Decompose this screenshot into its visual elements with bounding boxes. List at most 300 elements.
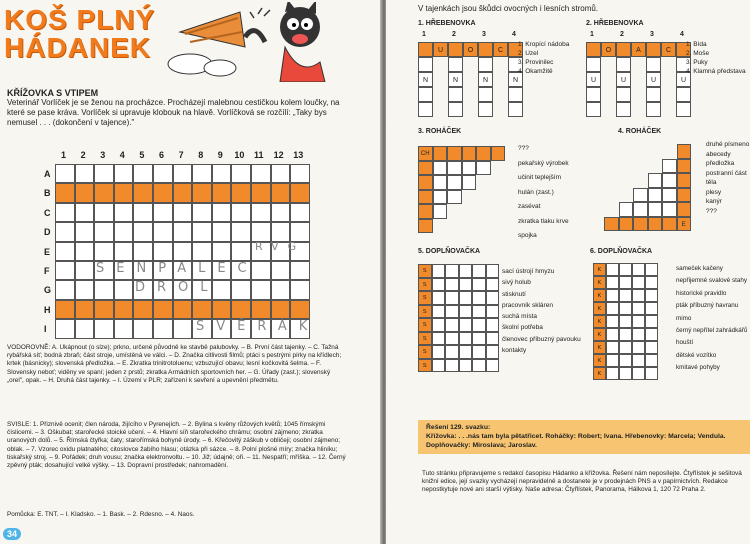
crossword-cell — [75, 164, 95, 183]
roh4-title: 4. ROHÁČEK — [618, 128, 662, 135]
comb-tooth-cell — [448, 87, 463, 102]
handwriting-row-i: SVĚRÁK — [196, 319, 320, 334]
comb-clue: 3. Provinilec — [518, 59, 554, 66]
crossword-cell — [153, 242, 173, 261]
dopl6-cell — [606, 263, 619, 276]
crossword-cell — [114, 319, 134, 338]
crossword-cell — [212, 183, 232, 202]
dopl5-cell: S — [418, 359, 432, 373]
crossword-cell — [133, 222, 153, 241]
comb-clue: 4. Okamžitě — [518, 68, 553, 75]
comb-tooth-cell: U — [676, 72, 691, 87]
crossword-cell — [114, 280, 134, 299]
crossword-cell — [231, 164, 251, 183]
row-letter: B — [44, 188, 51, 199]
crossword-cell — [133, 242, 153, 261]
dopl6-cell — [632, 328, 645, 341]
comb-tooth-cell — [616, 102, 631, 117]
dopl6-clue: nepřijemné svalové stahy — [676, 277, 748, 285]
roh4-cell — [633, 202, 648, 217]
comb-tooth-cell — [508, 87, 523, 102]
dopl5-clue: sivý holub — [502, 279, 531, 287]
roh3-cell — [418, 161, 433, 176]
row-letter: H — [44, 304, 51, 315]
dopl6-cell — [619, 276, 632, 289]
dopl6-cell — [606, 341, 619, 354]
dopl6-cell — [619, 328, 632, 341]
dopl5-clue: suchá místa — [502, 313, 538, 321]
roh4-clue: předložka — [706, 160, 735, 167]
comb-tooth-cell — [586, 57, 601, 72]
title-line1: KOŠ PLNÝ — [4, 4, 156, 35]
comb-tooth-cell — [676, 102, 691, 117]
crossword-cell — [290, 261, 310, 280]
dopl6-cell — [632, 263, 645, 276]
dopl5-cell — [445, 318, 459, 332]
comb-number: 1 — [590, 31, 594, 38]
crossword-cell — [55, 280, 75, 299]
comb-tooth-cell — [646, 57, 661, 72]
crossword-cell — [192, 164, 212, 183]
crossword-cell — [192, 183, 212, 202]
crossword-cell — [251, 164, 271, 183]
comb-tooth-cell — [586, 87, 601, 102]
dopl6-cell: K — [593, 263, 606, 276]
crossword-cell — [173, 242, 193, 261]
roh4-clue: plesy — [706, 188, 722, 196]
dopl6-cell: K — [593, 276, 606, 289]
dopl5-cell — [432, 278, 446, 292]
comb-clue: 2. Moše — [686, 50, 710, 57]
comb-top-cell: A — [631, 42, 646, 57]
roh4-cell — [648, 217, 663, 232]
column-number: 8 — [198, 150, 204, 160]
comb-number: 2 — [452, 31, 456, 38]
comb-number: 3 — [482, 31, 486, 38]
column-number: 10 — [234, 150, 245, 160]
crossword-cell — [192, 242, 212, 261]
dopl5-clue: pracovník skláren — [502, 301, 553, 309]
section-title: KŘÍŽOVKA S VTIPEM — [7, 88, 99, 98]
dopl6-cell — [632, 315, 645, 328]
dopl6-cell: K — [593, 354, 606, 367]
roh3-cell — [433, 146, 448, 161]
roh4-cell — [648, 173, 663, 188]
comb-tooth-cell: U — [646, 72, 661, 87]
roh3-cell — [433, 161, 448, 176]
crossword-cell — [212, 203, 232, 222]
crossword-cell — [290, 222, 310, 241]
roh3-title: 3. ROHÁČEK — [418, 128, 462, 135]
roh4-clue: druhé písmeno abecedy — [706, 141, 750, 158]
dopl6-clue: černý nepřítel zahrádkářů — [676, 327, 748, 335]
dopl5-title: 5. DOPLŇOVAČKA — [418, 248, 481, 255]
crossword-cell — [133, 203, 153, 222]
comb-top-cell — [478, 42, 493, 57]
handwriting-row-e: RVG — [255, 240, 306, 253]
right-page — [386, 0, 750, 544]
crossword-cell — [114, 300, 134, 319]
crossword-cell — [55, 261, 75, 280]
dopl6-cell — [619, 354, 632, 367]
dopl5-cell — [445, 305, 459, 319]
dopl5-cell — [459, 264, 473, 278]
crossword-cell — [55, 203, 75, 222]
crossword-cell — [153, 300, 173, 319]
right-header: V tajenkách jsou škůdci ovocných i lesních stromů. — [418, 4, 599, 13]
dopl6-cell — [645, 263, 658, 276]
solution-box — [418, 420, 750, 454]
dopl5-cell — [445, 359, 459, 373]
crossword-cell — [55, 222, 75, 241]
dopl6-cell — [632, 354, 645, 367]
crossword-cell — [75, 261, 95, 280]
column-number: 5 — [139, 150, 145, 160]
roh4-cell — [619, 217, 634, 232]
dopl5-cell: S — [418, 291, 432, 305]
crossword-cell — [75, 222, 95, 241]
column-number: 11 — [254, 150, 264, 160]
dopl5-cell — [445, 278, 459, 292]
roh3-cell — [433, 204, 448, 219]
crossword-cell — [55, 242, 75, 261]
roh3-clue: spojka — [518, 232, 537, 239]
roh3-clue: učinit teplejším — [518, 174, 561, 181]
dopl5-cell: S — [418, 345, 432, 359]
crossword-cell — [153, 319, 173, 338]
dopl5-cell — [486, 291, 500, 305]
comb-tooth-cell — [418, 57, 433, 72]
comb-tooth-cell — [646, 102, 661, 117]
crossword-cell — [133, 164, 153, 183]
dopl5-cell — [445, 345, 459, 359]
crossword-cell — [153, 164, 173, 183]
dopl6-clue: sameček kačeny — [676, 265, 723, 272]
dopl5-cell — [472, 305, 486, 319]
dopl5-cell — [472, 264, 486, 278]
dopl6-title: 6. DOPLŇOVAČKA — [590, 248, 653, 255]
roh3-cell — [433, 175, 448, 190]
crossword-cell — [75, 319, 95, 338]
row-letter: G — [44, 285, 52, 296]
crossword-cell — [173, 319, 193, 338]
dopl6-cell — [632, 367, 645, 380]
crossword-cell — [231, 280, 251, 299]
dopl6-cell: K — [593, 315, 606, 328]
dopl5-cell — [472, 318, 486, 332]
roh3-cell — [462, 146, 477, 161]
comb-tooth-cell — [448, 57, 463, 72]
dopl6-cell — [606, 328, 619, 341]
crossword-cell — [55, 300, 75, 319]
column-number: 1 — [61, 150, 67, 160]
roh3-cell — [462, 175, 477, 190]
dopl6-cell — [645, 328, 658, 341]
comb-tooth-cell — [478, 102, 493, 117]
dopl6-cell — [606, 354, 619, 367]
roh3-clue: ??? — [518, 145, 529, 152]
roh4-cell — [677, 188, 692, 203]
comb-tooth-cell: N — [508, 72, 523, 87]
crossword-cell — [271, 300, 291, 319]
crossword-cell — [212, 300, 232, 319]
dopl5-cell: S — [418, 332, 432, 346]
row-letter: A — [44, 169, 51, 179]
dopl6-cell — [645, 276, 658, 289]
roh4-cell — [662, 202, 677, 217]
crossword-cell — [94, 242, 114, 261]
roh3-cell — [418, 175, 433, 190]
crossword-cell — [94, 280, 114, 299]
comb-top-cell: U — [433, 42, 448, 57]
dopl5-cell — [459, 291, 473, 305]
hint: Pomůcka: E. TNT. – I. Kladsko. – 1. Bask. – 2. Rdesno. – 4. Naos. — [7, 511, 195, 518]
dopl5-cell — [486, 318, 500, 332]
dopl5-cell — [459, 278, 473, 292]
roh4-cell — [677, 202, 692, 217]
roh3-cell — [476, 146, 491, 161]
comb-tooth-cell: N — [448, 72, 463, 87]
dopl6-cell — [632, 276, 645, 289]
comb-top-cell: O — [463, 42, 478, 57]
dopl5-cell — [472, 278, 486, 292]
row-letter: F — [44, 266, 50, 276]
dopl5-cell — [472, 332, 486, 346]
comb-top-cell — [616, 42, 631, 57]
dopl5-clue: sací ústrojí hmyzu — [502, 268, 555, 275]
comb-top-cell: C — [493, 42, 508, 57]
dopl5-cell — [472, 359, 486, 373]
dopl5-cell: S — [418, 278, 432, 292]
crossword-cell — [251, 300, 271, 319]
crossword-cell — [173, 222, 193, 241]
dopl6-cell — [645, 367, 658, 380]
comb-top-cell — [586, 42, 601, 57]
crossword-cell — [290, 183, 310, 202]
dopl6-cell: K — [593, 302, 606, 315]
crossword-cell — [231, 300, 251, 319]
roh4-cell — [648, 188, 663, 203]
dopl6-cell — [645, 341, 658, 354]
roh3-cell — [418, 219, 433, 234]
dopl5-cell — [486, 345, 500, 359]
comb-top-cell — [418, 42, 433, 57]
comb-top-cell: O — [601, 42, 616, 57]
crossword-cell — [173, 203, 193, 222]
comb-number: 2 — [620, 31, 624, 38]
dopl6-cell — [632, 341, 645, 354]
roh4-cell — [604, 217, 619, 232]
crossword-cell — [173, 164, 193, 183]
roh4-cell — [662, 159, 677, 174]
dopl6-cell — [645, 289, 658, 302]
roh4-clue: kanýr — [706, 198, 722, 205]
comb-number: 3 — [650, 31, 654, 38]
dopl6-clue: houští — [676, 339, 694, 347]
column-number: 2 — [80, 150, 86, 160]
comb-top-cell: C — [661, 42, 676, 57]
handwriting-row-g: DROL — [135, 280, 220, 295]
roh3-clue: hulán (zast.) — [518, 188, 554, 196]
dopl5-cell — [432, 359, 446, 373]
column-number: 12 — [273, 150, 284, 160]
dopl6-clue: mimo — [676, 314, 692, 322]
roh4-cell — [662, 173, 677, 188]
dopl6-cell — [606, 289, 619, 302]
roh3-cell: CH — [418, 146, 433, 161]
roh3-cell — [447, 190, 462, 205]
comb-tooth-cell: N — [418, 72, 433, 87]
crossword-cell — [290, 203, 310, 222]
crossword-cell — [251, 222, 271, 241]
roh4-cell — [633, 217, 648, 232]
row-letter: E — [44, 246, 51, 257]
roh3-cell — [447, 175, 462, 190]
comb-clue: 2. Uzel — [518, 50, 539, 57]
dopl6-cell — [619, 367, 632, 380]
dopl6-cell — [619, 341, 632, 354]
dopl6-cell — [606, 367, 619, 380]
dopl6-cell — [632, 302, 645, 315]
comb-tooth-cell: N — [478, 72, 493, 87]
column-number: 4 — [119, 150, 125, 160]
dopl5-cell — [445, 264, 459, 278]
dopl6-clue: dětské vozítko — [676, 351, 717, 359]
solution-text: Křížovka: . . .nás tam byla pětatřicet. Roháčky: Robert; Ivana. Hřebenovky: Marcela; Vendula. Doplňovačky: Miroslava; Jaroslav. — [426, 433, 726, 449]
crossword-cell — [212, 164, 232, 183]
dopl5-cell — [432, 345, 446, 359]
dopl5-cell — [432, 291, 446, 305]
roh4-cell: E — [677, 217, 692, 232]
crossword-cell — [94, 164, 114, 183]
dopl6-cell — [632, 289, 645, 302]
crossword-cell — [133, 300, 153, 319]
crossword-cell — [153, 183, 173, 202]
roh3-cell — [418, 204, 433, 219]
dopl5-cell — [459, 305, 473, 319]
dopl5-cell — [445, 291, 459, 305]
dopl5-cell: S — [418, 305, 432, 319]
dopl6-cell — [645, 302, 658, 315]
crossword-cell — [55, 164, 75, 183]
roh4-cell — [677, 173, 692, 188]
crossword-cell — [231, 222, 251, 241]
dopl5-clue: stisknutí — [502, 290, 526, 298]
comb-tooth-cell — [478, 87, 493, 102]
comb-number: 4 — [680, 31, 684, 38]
crossword-cell — [290, 164, 310, 183]
crossword-cell — [271, 183, 291, 202]
crossword-cell — [75, 183, 95, 202]
dopl5-cell — [472, 291, 486, 305]
crossword-cell — [290, 300, 310, 319]
dopl5-clues — [502, 266, 581, 356]
crossword-cell — [55, 183, 75, 202]
dopl5-cell — [486, 332, 500, 346]
dopl6-clue: kmitavé pohyby — [676, 364, 720, 372]
crossword-cell — [94, 203, 114, 222]
crossword-cell — [271, 261, 291, 280]
comb-tooth-cell — [478, 57, 493, 72]
cat-illustration — [150, 2, 350, 82]
dopl5-cell — [486, 305, 500, 319]
hreb1-title: 1. HŘEBENOVKA — [418, 20, 476, 27]
roh4-cell — [619, 202, 634, 217]
roh4-cell — [677, 159, 692, 174]
comb-tooth-cell — [616, 57, 631, 72]
roh3-clue: zkratka tlaku krve — [518, 217, 569, 225]
crossword-cell — [114, 242, 134, 261]
comb-tooth-cell — [418, 87, 433, 102]
dopl6-cell — [645, 354, 658, 367]
crossword-cell — [94, 222, 114, 241]
comb-tooth-cell — [586, 102, 601, 117]
clues-vertical: SVISLE: 1. Přiznivě ocenit; člen národa, žijícího v Pyrenejích. – 2. Bylina s kvěny růžových květů; 1045 římskými číslicemi. – 3. Oškubat; starořecké stoické učení. – 4. Hlavní síň starořeckého chrámu; osobní zájmeno; zkratka uranových dolů. – 5. Římská čtyřka; čaty; starořímská bohyně úrody. – 6. Křečovitý záškub v obličeji; osobní zájmeno; oblak. – 7. Vzorec oxidu platnatého; citoslovce žabího hlasu; otázka při sázce. – 8. Polní plošné míry; značka hliníku; tiskařský stroj. – 9. Pořádek; druh vousu; značka elektronvoltu. – 10. Již; údajně; oři. – 11. Nespatří; mříška. – 12. Černý zpěvný pták; dosahující velké výšky. – 13. Dopravní prostředek; nahromadění. — [7, 421, 346, 470]
comb-tooth-cell — [646, 87, 661, 102]
comb-tooth-cell: U — [616, 72, 631, 87]
roh3-cell — [491, 146, 506, 161]
roh4-clue: postranní část těla — [706, 169, 747, 186]
clues-horizontal: VODOROVNĚ: A. Ukápnout (o slze); prkno, určené původně ke stavbě palubovky. – B. První část tajenky. – C. Tažná rybářská síť; bodná zbraň; část stroje, umístěná ve válci. – D. Značka citlivosti filmů; ptáci s pestrými pírky na křídlech; krtek (básnicky); slovenská předložka. – E. Zkratka trinitrotoluenu; vzbuzující obavu; lesní kočkovitá šelma. – F. Slovensky neboť; viděny ve spaní; jeden z prstů; zkratka Armádních sportovních her. – G. Úřady (zast.); slovenský „orel", opak. – H. Druhá část tajenky. – I. Území v PLR; zařízení k sevření a upevnění předmětu. — [7, 344, 342, 384]
crossword-cell — [251, 203, 271, 222]
crossword-cell — [114, 203, 134, 222]
comb-number: 1 — [422, 31, 426, 38]
comb-tooth-cell — [448, 102, 463, 117]
comb-number: 4 — [512, 31, 516, 38]
crossword-cell — [153, 222, 173, 241]
crossword-cell — [192, 300, 212, 319]
dopl5-cell — [459, 345, 473, 359]
roh4-cell — [648, 202, 663, 217]
solution-title: Řešení 129. svazku: — [426, 424, 491, 431]
crossword-cell — [75, 242, 95, 261]
dopl6-cell — [619, 289, 632, 302]
roh4-cell — [662, 217, 677, 232]
handwriting-row-f: SENPALEC — [96, 261, 259, 276]
roh3-cell — [418, 190, 433, 205]
dopl5-cell — [459, 318, 473, 332]
comb-top-cell — [448, 42, 463, 57]
dopl5-cell — [432, 305, 446, 319]
dopl5-cell — [432, 318, 446, 332]
hreb2-title: 2. HŘEBENOVKA — [586, 20, 644, 27]
comb-clue: 1. Kropící nádoba — [518, 41, 570, 48]
crossword-cell — [192, 203, 212, 222]
dopl6-clues — [676, 263, 747, 375]
dopl6-cell — [606, 276, 619, 289]
dopl5-clue: kontakty — [502, 347, 527, 355]
dopl5-clue: členovec příbuzný pavouku — [502, 335, 581, 343]
crossword-cell — [271, 222, 291, 241]
roh3-cell — [447, 146, 462, 161]
crossword-cell — [212, 242, 232, 261]
roh3-cell — [447, 161, 462, 176]
comb-tooth-cell — [616, 87, 631, 102]
crossword-cell — [94, 300, 114, 319]
dopl5-cell — [445, 332, 459, 346]
dopl6-cell: K — [593, 341, 606, 354]
dopl5-cell — [486, 359, 500, 373]
dopl5-clue: školní potřeba — [502, 324, 543, 332]
page-number: 34 — [3, 528, 21, 540]
hreb1-clues — [518, 40, 569, 76]
comb-tooth-cell — [418, 102, 433, 117]
roh4-cell — [662, 188, 677, 203]
dopl6-cell — [606, 315, 619, 328]
dopl5-cell — [486, 278, 500, 292]
row-letter: C — [44, 207, 51, 218]
dopl6-cell: K — [593, 289, 606, 302]
